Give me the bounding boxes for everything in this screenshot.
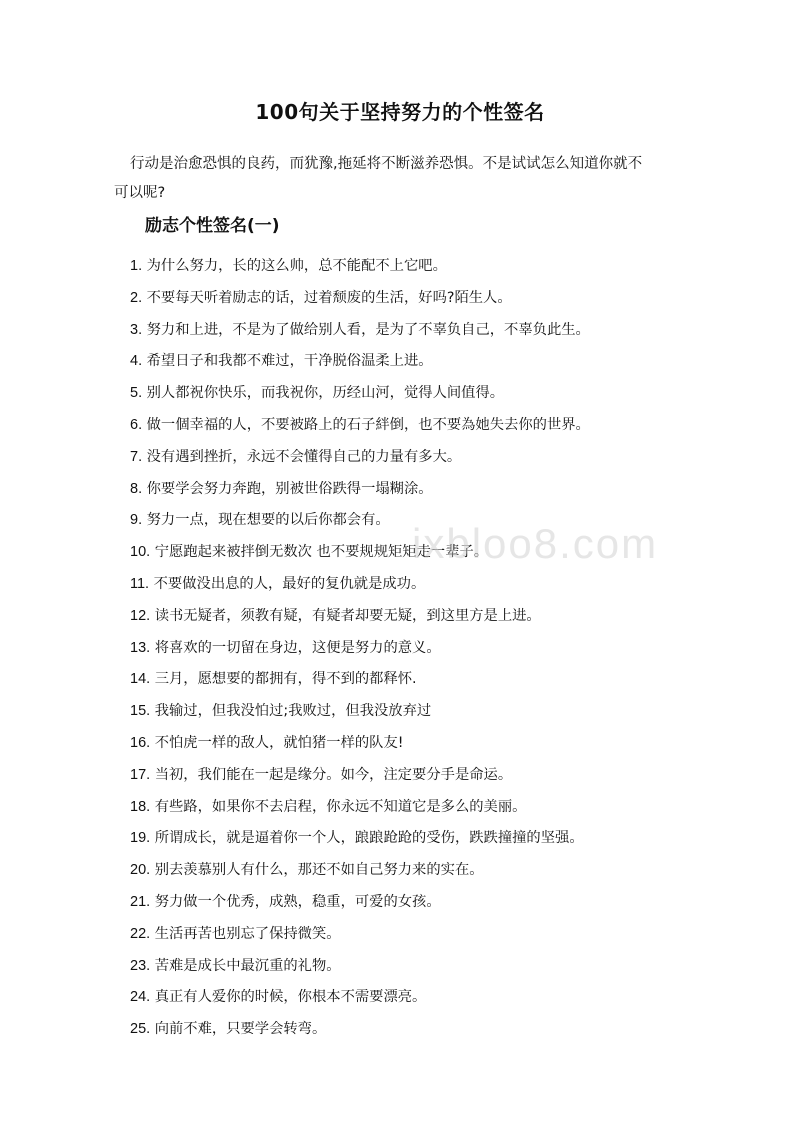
item-text: 当初，我们能在一起是缘分。如今，注定要分手是命运。 [154, 766, 513, 783]
section-heading: 励志个性签名(一) [145, 216, 280, 236]
item-text: 不怕虎一样的敌人，就怕猪一样的队友! [154, 734, 404, 751]
signature-list [130, 254, 590, 1049]
item-text: 别去羡慕别人有什么，那还不如自己努力来的实在。 [154, 862, 484, 879]
item-number: 3. [130, 321, 143, 338]
item-number: 9. [130, 512, 143, 529]
intro-paragraph [114, 150, 676, 208]
item-text: 努力和上进，不是为了做给别人看，是为了不辜负自己，不辜负此生。 [146, 321, 590, 338]
intro-line-1: 行动是治愈恐惧的良药，而犹豫,拖延将不断滋养恐惧。不是试试怎么知道你就不 [130, 156, 643, 172]
list-item [130, 985, 590, 1017]
item-text: 将喜欢的一切留在身边，这便是努力的意义。 [154, 639, 441, 656]
document-title: 100句关于坚持努力的个性签名 [255, 100, 545, 124]
item-text: 真正有人爱你的时候，你根本不需要漂亮。 [154, 989, 427, 1006]
item-text: 生活再苦也别忘了保持微笑。 [154, 925, 341, 942]
item-number: 23. [130, 957, 151, 974]
list-item [130, 381, 590, 413]
list-item [130, 890, 590, 922]
item-number: 15. [130, 703, 151, 720]
item-text: 有些路，如果你不去启程，你永远不知道它是多么的美丽。 [154, 798, 527, 815]
list-item [130, 858, 590, 890]
list-item [130, 1017, 590, 1049]
list-item [130, 508, 590, 540]
item-number: 20. [130, 862, 151, 879]
item-number: 5. [130, 385, 143, 402]
list-item [130, 826, 590, 858]
item-text: 做一個幸福的人，不要被路上的石子絆倒，也不要為她失去你的世界。 [146, 416, 590, 433]
list-item [130, 349, 590, 381]
item-text: 希望日子和我都不难过，干净脱俗温柔上进。 [146, 353, 433, 370]
list-item [130, 954, 590, 986]
watermark: ixbloo8.com [412, 520, 659, 567]
item-text: 为什么努力，长的这么帅，总不能配不上它吧。 [146, 258, 447, 274]
list-item [130, 318, 590, 350]
item-number: 6. [130, 416, 143, 433]
item-number: 10. [130, 544, 151, 561]
item-number: 1. [130, 258, 143, 274]
item-number: 13. [130, 639, 151, 656]
item-text: 别人都祝你快乐，而我祝你，历经山河，觉得人间值得。 [146, 385, 505, 402]
item-text: 宁愿跑起来被拌倒无数次 也不要规规矩矩走一辈子。 [154, 544, 489, 561]
item-number: 4. [130, 353, 143, 370]
list-item [130, 699, 590, 731]
item-text: 没有遇到挫折，永远不会懂得自己的力量有多大。 [146, 448, 462, 465]
item-text: 读书无疑者，须教有疑，有疑者却要无疑，到这里方是上进。 [154, 607, 541, 624]
item-number: 2. [130, 289, 143, 306]
list-item [130, 604, 590, 636]
item-text: 努力一点，现在想要的以后你都会有。 [146, 512, 390, 529]
item-number: 21. [130, 893, 151, 910]
item-number: 14. [130, 671, 151, 688]
item-text: 所谓成长，就是逼着你一个人，踉踉跄跄的受伤，跌跌撞撞的坚强。 [154, 830, 584, 847]
item-text: 苦难是成长中最沉重的礼物。 [154, 957, 341, 974]
list-item [130, 572, 590, 604]
item-text: 不要每天听着励志的话，过着颓废的生活，好吗?陌生人。 [146, 289, 512, 306]
item-text: 我输过，但我没怕过;我败过，但我没放弃过 [154, 703, 432, 720]
list-item [130, 254, 590, 286]
list-item [130, 636, 590, 668]
list-item [130, 286, 590, 318]
list-item [130, 922, 590, 954]
intro-line-2: 可以呢? [114, 185, 166, 201]
list-item [130, 667, 590, 699]
list-item [130, 413, 590, 445]
list-item [130, 795, 590, 827]
item-text: 三月，愿想要的都拥有，得不到的都释怀. [154, 671, 417, 688]
item-text: 不要做没出息的人，最好的复仇就是成功。 [153, 575, 426, 592]
list-item [130, 540, 590, 572]
item-number: 18. [130, 798, 151, 815]
item-number: 22. [130, 925, 151, 942]
list-item [130, 477, 590, 509]
item-number: 7. [130, 448, 143, 465]
item-number: 24. [130, 989, 151, 1006]
item-number: 17. [130, 766, 151, 783]
list-item [130, 731, 590, 763]
item-text: 努力做一个优秀，成熟，稳重，可爱的女孩。 [154, 893, 441, 910]
item-text: 向前不难，只要学会转弯。 [154, 1021, 327, 1038]
item-number: 16. [130, 734, 151, 751]
item-number: 25. [130, 1021, 151, 1038]
item-text: 你要学会努力奔跑，别被世俗跌得一塌糊涂。 [146, 480, 433, 497]
list-item [130, 445, 590, 477]
item-number: 8. [130, 480, 143, 497]
item-number: 19. [130, 830, 151, 847]
item-number: 12. [130, 607, 151, 624]
list-item [130, 763, 590, 795]
item-number: 11. [130, 575, 150, 592]
